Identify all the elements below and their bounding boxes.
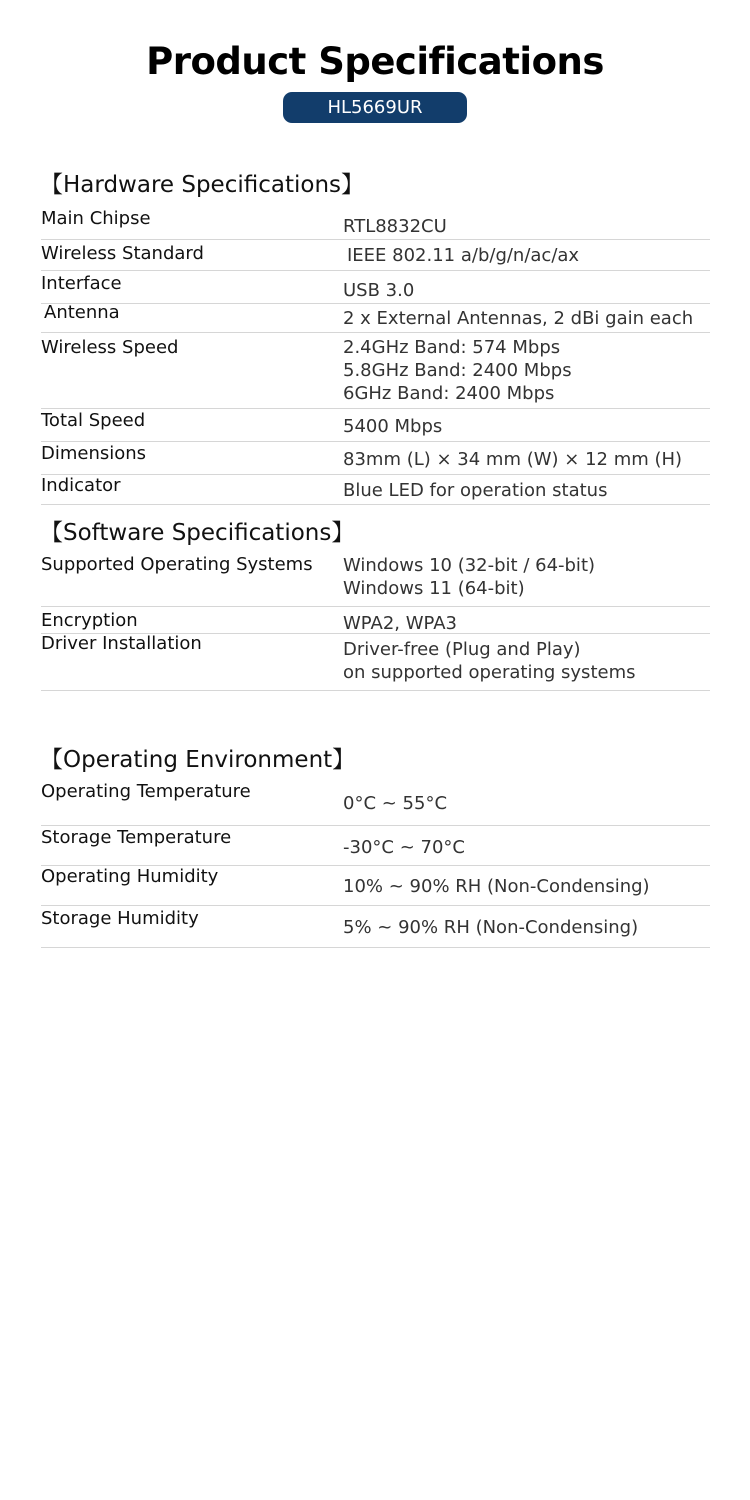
spec-value: 2 x External Antennas, 2 dBi gain each [343,308,694,329]
environment-spec-table [41,781,710,948]
spec-value: Driver-free (Plug and Play) on supported operating systems [343,639,636,683]
spec-value: RTL8832CU [343,216,447,237]
spec-label: Wireless Standard [41,243,204,264]
spec-value: 2.4GHz Band: 574 Mbps 5.8GHz Band: 2400 Mbps 6GHz Band: 2400 Mbps [343,337,572,404]
spec-row-operating-humidity [41,866,710,906]
spec-value: IEEE 802.11 a/b/g/n/ac/ax [347,245,580,266]
spec-row-wireless-standard [41,240,710,271]
spec-label: Operating Humidity [41,866,219,887]
spec-label: Antenna [44,302,120,323]
section-title-environment: 【Operating Environment】 [40,747,356,773]
spec-value: Blue LED for operation status [343,480,608,501]
spec-label: Dimensions [41,443,147,464]
spec-value: WPA2, WPA3 [343,613,457,634]
spec-row-main-chipset [41,206,710,240]
spec-row-dimensions [41,442,710,475]
spec-row-wireless-speed [41,333,710,409]
section-title-hardware: 【Hardware Specifications】 [40,172,365,198]
spec-value: 5% ~ 90% RH (Non-Condensing) [343,917,639,938]
spec-row-encryption [41,607,710,634]
spec-row-storage-temperature [41,826,710,866]
spec-label: Main Chipse [41,208,151,229]
spec-row-storage-humidity [41,906,710,948]
spec-row-operating-temperature [41,781,710,826]
spec-label: Wireless Speed [41,337,179,358]
spec-value: -30°C ~ 70°C [343,837,465,858]
spec-value: 83mm (L) × 34 mm (W) × 12 mm (H) [343,449,683,470]
spec-value: 5400 Mbps [343,416,443,437]
model-badge: HL5669UR [283,92,467,123]
spec-label: Total Speed [41,410,146,431]
spec-label: Operating Temperature [41,781,251,802]
spec-label: Indicator [41,475,121,496]
spec-label: Storage Humidity [41,908,199,929]
spec-label: Interface [41,273,122,294]
spec-row-indicator [41,475,710,505]
spec-value: 10% ~ 90% RH (Non-Condensing) [343,876,650,897]
spec-value: USB 3.0 [343,280,415,301]
section-title-software: 【Software Specifications】 [40,520,355,546]
spec-row-supported-os [41,551,710,607]
spec-label: Driver Installation [41,633,202,654]
spec-row-antenna [41,304,710,333]
spec-value: 0°C ~ 55°C [343,793,448,814]
hardware-spec-table [41,206,710,505]
spec-label: Storage Temperature [41,827,232,848]
spec-row-interface [41,271,710,304]
spec-label: Encryption [41,610,138,631]
spec-value: Windows 10 (32-bit / 64-bit) Windows 11 (64-bit) [343,555,596,599]
software-spec-table [41,551,710,691]
spec-row-total-speed [41,409,710,442]
page-title: Product Specifications [146,40,604,83]
spec-row-driver-installation [41,634,710,691]
spec-label: Supported Operating Systems [41,554,313,575]
